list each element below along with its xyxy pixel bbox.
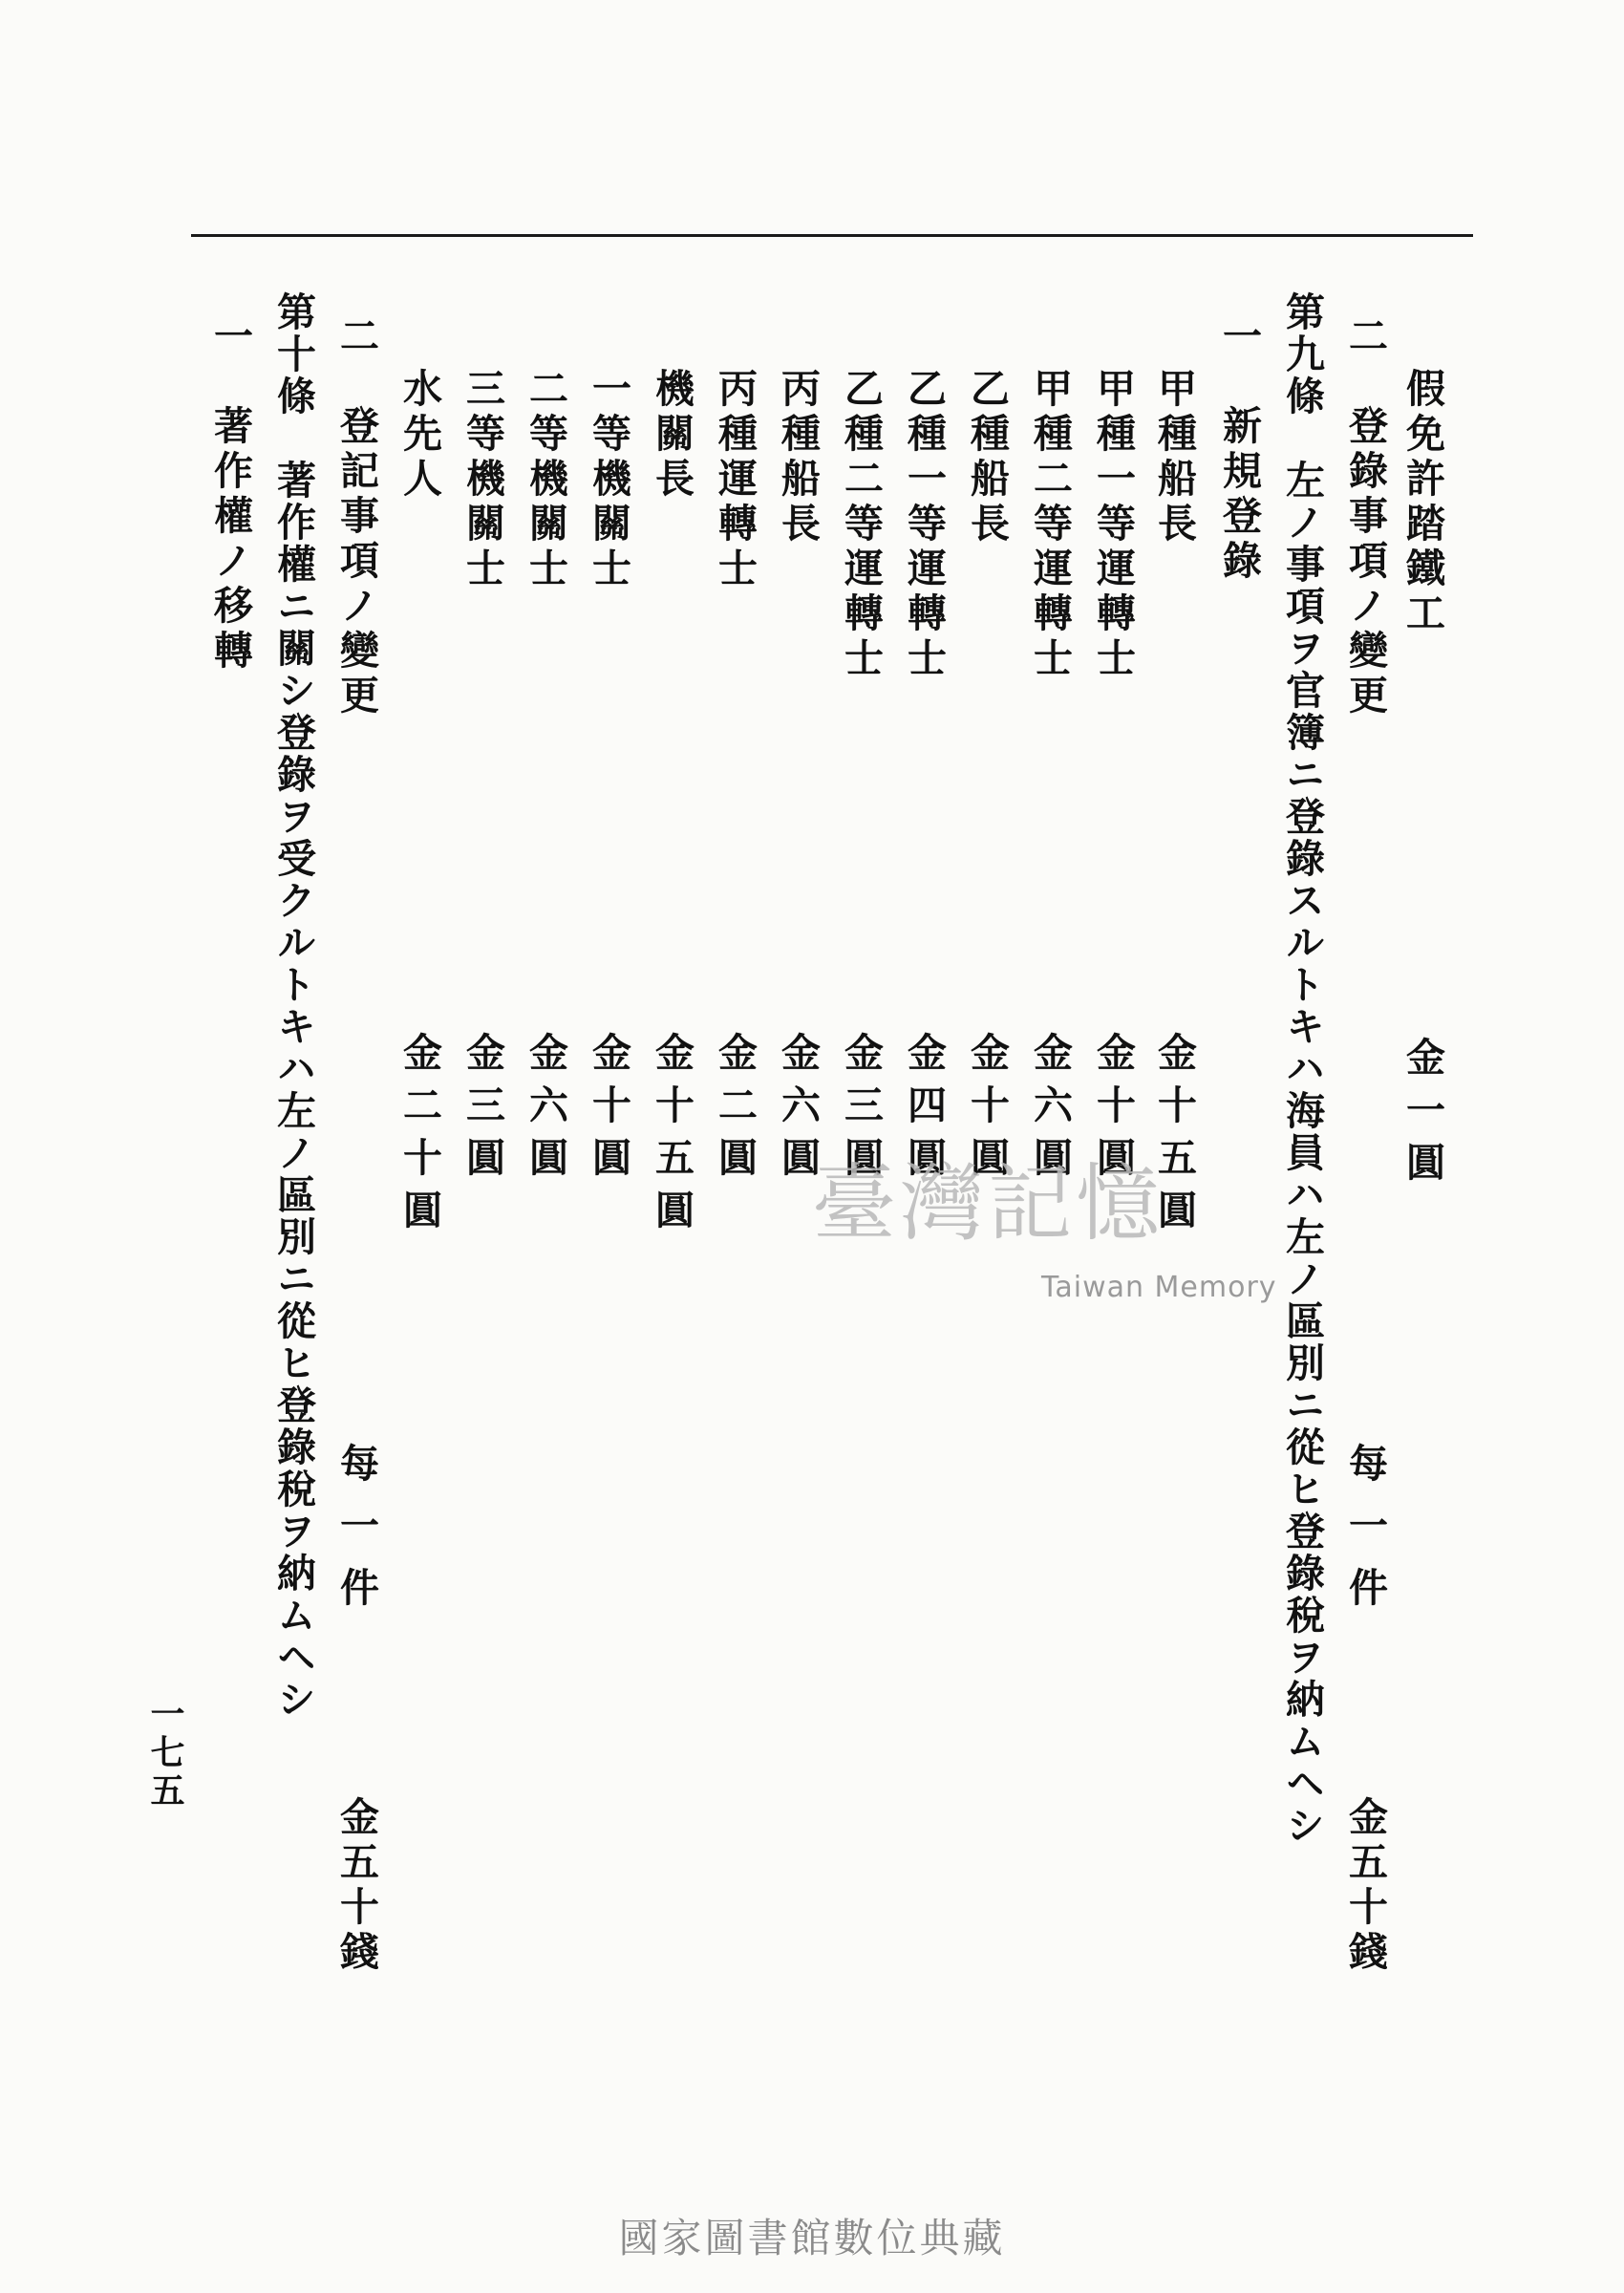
item-column: 水先人 <box>396 368 442 503</box>
item-column: 機關長 <box>649 368 694 503</box>
amount: 金十五圓 <box>1151 1032 1197 1242</box>
amount: 金三圓 <box>459 1032 505 1189</box>
item-column: 乙種二等運轉士 <box>838 368 884 682</box>
per-item: 每一件 <box>333 1443 379 1629</box>
amount: 金十圓 <box>1090 1032 1136 1189</box>
item-column: 乙種船長 <box>964 368 1010 547</box>
watermark-subtext: Taiwan Memory <box>1041 1271 1277 1304</box>
amount: 金十圓 <box>586 1032 631 1189</box>
page-number: 一七五 <box>145 1696 185 1811</box>
item-column: 丙種船長 <box>775 368 821 547</box>
amount: 金五十錢 <box>333 1796 379 1976</box>
text-column: 一 新規登錄 <box>1216 315 1262 585</box>
amount: 金一圓 <box>1400 1037 1445 1194</box>
item-column: 丙種運轉士 <box>712 368 758 592</box>
footer-credit: 國家圖書館數位典藏 <box>618 2215 1006 2261</box>
item-column: 甲種二等運轉士 <box>1027 368 1073 682</box>
item-column: 一等機關士 <box>586 368 631 592</box>
item-column: 三等機關士 <box>459 368 505 592</box>
amount: 金三圓 <box>838 1032 884 1189</box>
amount: 金六圓 <box>775 1032 821 1189</box>
text-column: 二 登記事項ノ變更 <box>333 315 379 719</box>
amount: 金二十圓 <box>396 1032 442 1242</box>
item-column: 二等機關士 <box>523 368 568 592</box>
watermark-logo: 臺灣記憶 <box>812 1154 1165 1253</box>
amount: 金十圓 <box>964 1032 1010 1189</box>
item-column: 甲種一等運轉士 <box>1090 368 1136 682</box>
text-column: 一 著作權ノ移轉 <box>207 315 253 675</box>
text-column: 二 登錄事項ノ變更 <box>1342 315 1388 719</box>
per-item: 每一件 <box>1342 1443 1388 1629</box>
item-column: 乙種一等運轉士 <box>901 368 947 682</box>
article-column: 第九條 左ノ事項ヲ官簿ニ登錄スルトキハ海員ハ左ノ區別ニ從ヒ登錄稅ヲ納ムヘシ <box>1279 291 1325 1847</box>
amount: 金六圓 <box>1027 1032 1073 1189</box>
amount: 金十五圓 <box>649 1032 694 1242</box>
top-rule <box>191 234 1473 237</box>
amount: 金五十錢 <box>1342 1796 1388 1976</box>
amount: 金四圓 <box>901 1032 947 1189</box>
amount: 金六圓 <box>523 1032 568 1189</box>
item-column: 甲種船長 <box>1151 368 1197 547</box>
amount: 金二圓 <box>712 1032 758 1189</box>
text-column: 假免許踏鐵工 <box>1400 368 1445 637</box>
article-column: 第十條 著作權ニ關シ登錄ヲ受クルトキハ左ノ區別ニ從ヒ登錄稅ヲ納ムヘシ <box>270 291 316 1721</box>
